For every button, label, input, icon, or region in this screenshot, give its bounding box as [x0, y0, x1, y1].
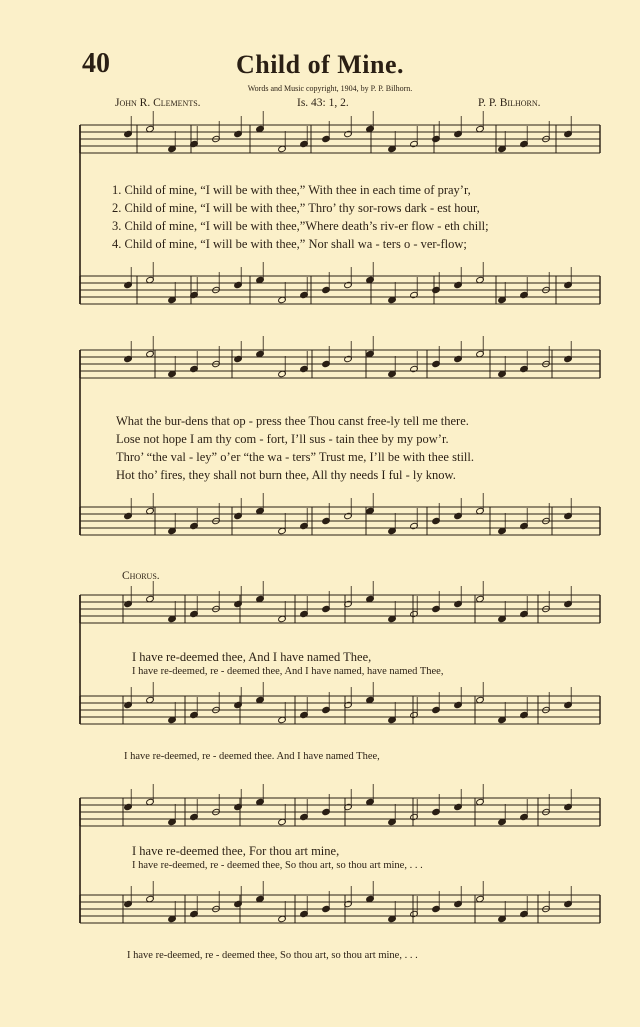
verse-4-line-2: Hot tho’ fires, they shall not burn thee, All thy needs I ful - ly know. — [116, 468, 456, 482]
page-number: 40 — [82, 48, 110, 79]
verse-1-line-2: What the bur-dens that op - press thee Thou canst free-ly tell me there. — [116, 414, 469, 428]
verse-3-line-1: 3. Child of mine, “I will be with thee,”Where death’s riv-er flow - eth chill; — [112, 219, 489, 233]
verse-1-line-1: 1. Child of mine, “I will be with thee,” With thee in each time of pray’r, — [112, 183, 471, 197]
chorus-label: Chorus. — [122, 570, 160, 582]
chorus-a-echo-lyrics: I have re-deemed, re - deemed thee, And I have named, have named Thee, — [132, 666, 444, 677]
scripture-reference: Is. 43: 1, 2. — [297, 97, 349, 109]
chorus-a-lyrics: I have re-deemed thee, And I have named Thee, — [132, 650, 372, 664]
composer-credit: P. P. Bilhorn. — [478, 97, 541, 109]
verse-3-line-2: Thro’ “the val - ley” o’er “the wa - ters” Trust me, I’ll be with thee still. — [116, 450, 474, 464]
verse-2-line-1: 2. Child of mine, “I will be with thee,” Thro’ thy sor-rows dark - est hour, — [112, 201, 480, 215]
chorus-b-bass-lyrics: I have re-deemed, re - deemed thee, So thou art, so thou art mine, . . . — [127, 950, 418, 961]
lyricist-credit: John R. Clements. — [115, 97, 201, 109]
verse-4-line-1: 4. Child of mine, “I will be with thee,” Nor shall wa - ters o - ver-flow; — [112, 237, 467, 251]
verse-2-line-2: Lose not hope I am thy com - fort, I’ll sus - tain thee by my pow’r. — [116, 432, 449, 446]
chorus-b-lyrics: I have re-deemed thee, For thou art mine, — [132, 844, 340, 858]
hymn-title: Child of Mine. — [235, 50, 405, 79]
chorus-b-echo-lyrics: I have re-deemed, re - deemed thee, So thou art, so thou art mine, . . . — [132, 860, 423, 871]
copyright-notice: Words and Music copyright, 1904, by P. P. Bilhorn. — [247, 84, 413, 93]
chorus-a-bass-lyrics: I have re-deemed, re - deemed thee. And I have named Thee, — [124, 751, 380, 762]
